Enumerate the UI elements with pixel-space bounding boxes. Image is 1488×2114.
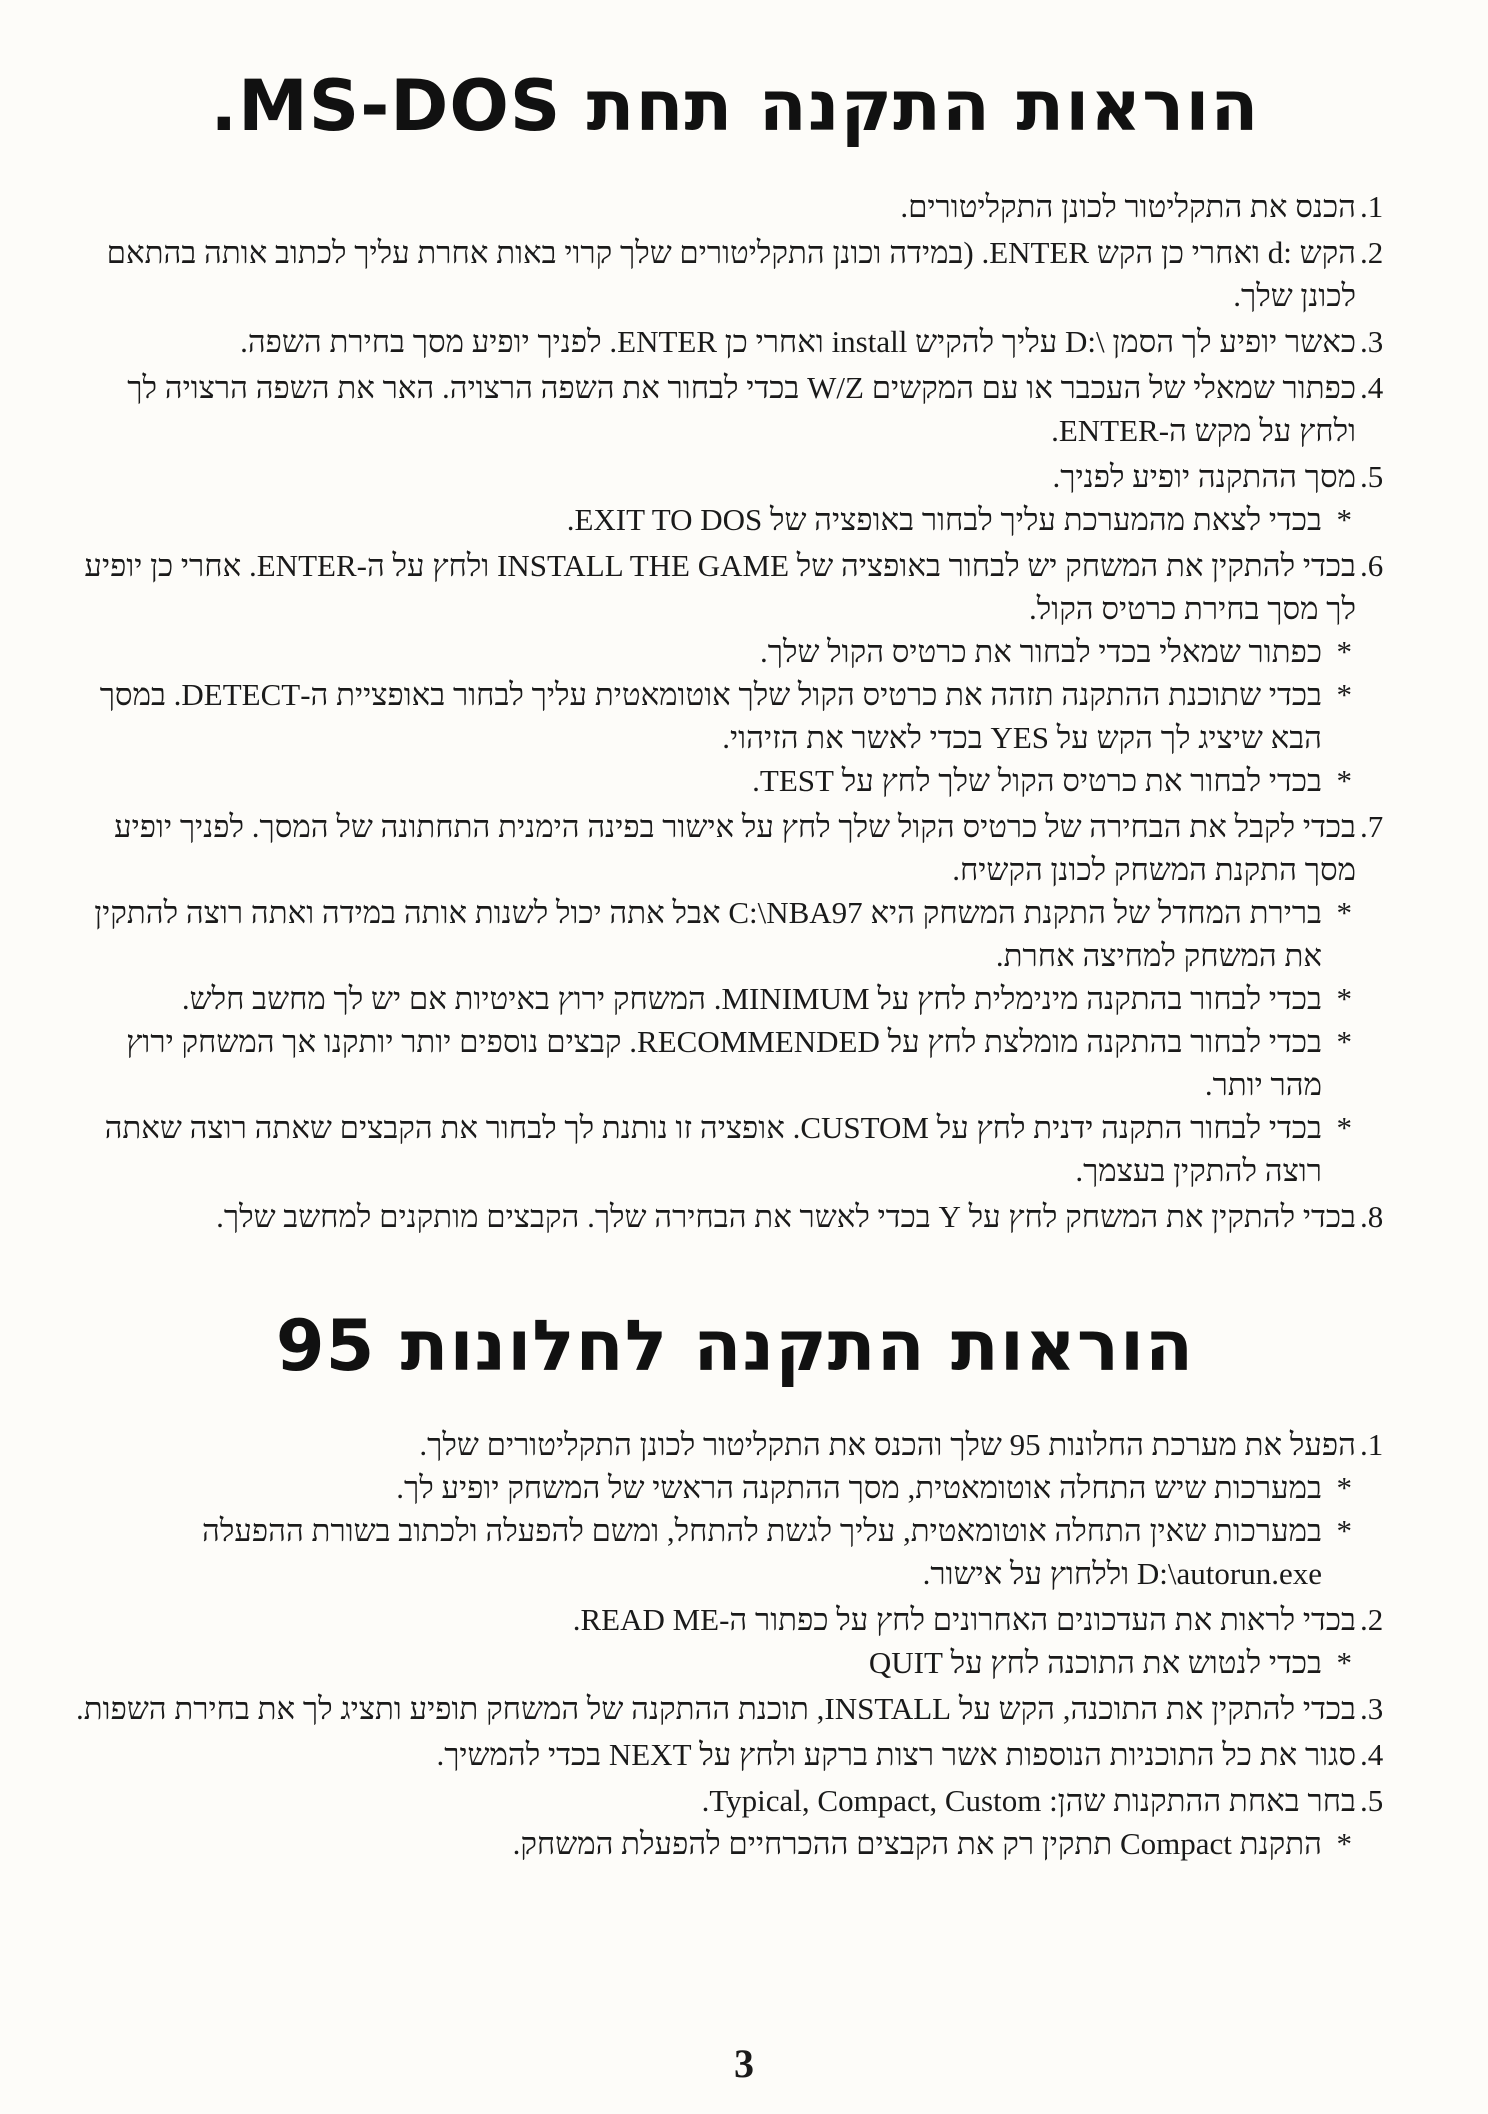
sub-step-text: כפתור שמאלי בכדי לבחור את כרטיס הקול שלך. bbox=[760, 634, 1322, 669]
instruction-step bbox=[70, 1195, 1400, 1238]
sub-step-text: בכדי לבחור את כרטיס הקול שלך לחץ על TEST. bbox=[752, 763, 1322, 798]
win95-section-title: הוראות התקנה לחלונות 95 bbox=[275, 1305, 1195, 1387]
instruction-step bbox=[70, 231, 1400, 317]
sub-steps-list bbox=[70, 1822, 1356, 1865]
sub-step-text: ברירת המחדל של התקנת המשחק היא C:\NBA97 אבל אתה יכול לשנות אותה במידה ואתה רוצה להתקין את המשחק למחיצה אחרת. bbox=[94, 895, 1322, 973]
step-number: 2. bbox=[1360, 1602, 1384, 1637]
bullet-star-icon: * bbox=[1336, 1024, 1352, 1059]
step-number: 3. bbox=[1360, 1691, 1384, 1726]
sub-steps-list bbox=[70, 630, 1356, 802]
sub-step bbox=[70, 630, 1356, 673]
bullet-star-icon: * bbox=[1336, 502, 1352, 537]
instruction-step bbox=[70, 1687, 1400, 1730]
msdos-steps-list bbox=[70, 185, 1400, 1238]
sub-step bbox=[70, 977, 1356, 1020]
step-text: כפתור שמאלי של העכבר או עם המקשים W/Z בכדי לבחור את השפה הרצויה. האר את השפה הרצויה לך ולחץ על מקש ה-ENTER. bbox=[127, 370, 1356, 448]
bullet-star-icon: * bbox=[1336, 1826, 1352, 1861]
instruction-step bbox=[70, 320, 1400, 363]
instruction-step bbox=[70, 805, 1400, 1192]
page-number: 3 bbox=[734, 2041, 754, 2086]
sub-step bbox=[70, 1466, 1356, 1509]
manual-page bbox=[70, 60, 1400, 1868]
bullet-star-icon: * bbox=[1336, 763, 1352, 798]
step-text: הקש :d ואחרי כן הקש ENTER. (במידה וכונן התקליטורים שלך קרוי באות אחרת עליך לכתוב אותה בהתאם לכונן שלך. bbox=[106, 235, 1356, 313]
sub-steps-list bbox=[70, 498, 1356, 541]
bullet-star-icon: * bbox=[1336, 1645, 1352, 1680]
step-number: 1. bbox=[1360, 1427, 1384, 1462]
step-number: 5. bbox=[1360, 459, 1384, 494]
sub-step-text: בכדי לבחור בהתקנה מומלצת לחץ על RECOMMENDED. קבצים נוספים יותר יותקנו אך המשחק ירוץ מהר יותר. bbox=[126, 1024, 1322, 1102]
step-text: בכדי להתקין את המשחק לחץ על Y בכדי לאשר את הבחירה שלך. הקבצים מותקנים למחשב שלך. bbox=[216, 1199, 1356, 1234]
sub-step bbox=[70, 1641, 1356, 1684]
step-number: 4. bbox=[1360, 1737, 1384, 1772]
sub-step bbox=[70, 673, 1356, 759]
step-text: הפעל את מערכת החלונות 95 שלך והכנס את התקליטור לכונן התקליטורים שלך. bbox=[419, 1427, 1356, 1462]
sub-step bbox=[70, 498, 1356, 541]
step-number: 2. bbox=[1360, 235, 1384, 270]
instruction-step bbox=[70, 544, 1400, 802]
sub-step-text: במערכות שיש התחלה אוטומאטית, מסך ההתקנה הראשי של המשחק יופיע לך. bbox=[396, 1470, 1322, 1505]
sub-step-text: בכדי לצאת מהמערכת עליך לבחור באופציה של EXIT TO DOS. bbox=[566, 502, 1322, 537]
sub-step bbox=[70, 1822, 1356, 1865]
step-text: בחר באחת ההתקנות שהן: Typical, Compact, Custom. bbox=[701, 1783, 1356, 1818]
instruction-step bbox=[70, 1779, 1400, 1865]
sub-step bbox=[70, 759, 1356, 802]
sub-step-text: בכדי לנטוש את התוכנה לחץ על QUIT bbox=[868, 1645, 1322, 1680]
sub-step-text: בכדי שתוכנת ההתקנה תזהה את כרטיס הקול שלך אוטומאטית עליך לבחור באופציית ה-DETECT. במסך הבא שיציג לך הקש על YES בכדי לאשר את הזיהוי. bbox=[99, 677, 1322, 755]
sub-step bbox=[70, 1509, 1356, 1595]
sub-step bbox=[70, 1020, 1356, 1106]
sub-step-text: בכדי לבחור התקנה ידנית לחץ על CUSTOM. אופציה זו נותנת לך לבחור את הקבצים שאתה רוצה שאתה רוצה להתקין בעצמך. bbox=[104, 1110, 1322, 1188]
step-number: 1. bbox=[1360, 189, 1384, 224]
bullet-star-icon: * bbox=[1336, 1110, 1352, 1145]
instruction-step bbox=[70, 455, 1400, 541]
sub-steps-list bbox=[70, 1466, 1356, 1595]
sub-step bbox=[70, 891, 1356, 977]
win95-steps-list bbox=[70, 1423, 1400, 1865]
step-text: הכנס את התקליטור לכונן התקליטורים. bbox=[900, 189, 1356, 224]
step-text: סגור את כל התוכניות הנוספות אשר רצות ברקע ולחץ על NEXT בכדי להמשיך. bbox=[436, 1737, 1356, 1772]
step-number: 6. bbox=[1360, 548, 1384, 583]
instruction-step bbox=[70, 366, 1400, 452]
step-text: בכדי לראות את העדכונים האחרונים לחץ על כפתור ה-READ ME. bbox=[572, 1602, 1356, 1637]
sub-steps-list bbox=[70, 1641, 1356, 1684]
bullet-star-icon: * bbox=[1336, 981, 1352, 1016]
step-number: 4. bbox=[1360, 370, 1384, 405]
bullet-star-icon: * bbox=[1336, 1513, 1352, 1548]
bullet-star-icon: * bbox=[1336, 895, 1352, 930]
sub-step-text: בכדי לבחור בהתקנה מינימלית לחץ על MINIMUM. המשחק ירוץ באיטיות אם יש לך מחשב חלש. bbox=[181, 981, 1322, 1016]
sub-step-text: התקנת Compact תתקין רק את הקבצים ההכרחיים להפעלת המשחק. bbox=[512, 1826, 1322, 1861]
step-number: 3. bbox=[1360, 324, 1384, 359]
sub-step bbox=[70, 1106, 1356, 1192]
msdos-section-title: הוראות התקנה תחת MS-DOS. bbox=[210, 65, 1260, 147]
step-text: בכדי להתקין את המשחק יש לבחור באופציה של INSTALL THE GAME ולחץ על ה-ENTER. אחרי כן יופיע לך מסך בחירת כרטיס הקול. bbox=[84, 548, 1356, 626]
step-text: בכדי להתקין את התוכנה, הקש על INSTALL, תוכנת ההתקנה של המשחק תופיע ותציג לך את בחירת השפות. bbox=[76, 1691, 1356, 1726]
instruction-step bbox=[70, 1733, 1400, 1776]
step-number: 5. bbox=[1360, 1783, 1384, 1818]
bullet-star-icon: * bbox=[1336, 634, 1352, 669]
step-number: 7. bbox=[1360, 809, 1384, 844]
bullet-star-icon: * bbox=[1336, 677, 1352, 712]
instruction-step bbox=[70, 1598, 1400, 1684]
step-number: 8. bbox=[1360, 1199, 1384, 1234]
instruction-step bbox=[70, 185, 1400, 228]
bullet-star-icon: * bbox=[1336, 1470, 1352, 1505]
step-text: בכדי לקבל את הבחירה של כרטיס הקול שלך לחץ על אישור בפינה הימנית התחתונה של המסך. לפניך יופיע מסך התקנת המשחק לכונן הקשיח. bbox=[114, 809, 1356, 887]
sub-steps-list bbox=[70, 891, 1356, 1192]
instruction-step bbox=[70, 1423, 1400, 1595]
sub-step-text: במערכות שאין התחלה אוטומאטית, עליך לגשת להתחל, ומשם להפעלה ולכתוב בשורת ההפעלה D:\autorun.exe וללחוץ על אישור. bbox=[202, 1513, 1322, 1591]
step-text: מסך ההתקנה יופיע לפניך. bbox=[1052, 459, 1356, 494]
step-text: כאשר יופיע לך הסמן \:D עליך להקיש install ואחרי כן ENTER. לפניך יופיע מסך בחירת השפה. bbox=[240, 324, 1356, 359]
